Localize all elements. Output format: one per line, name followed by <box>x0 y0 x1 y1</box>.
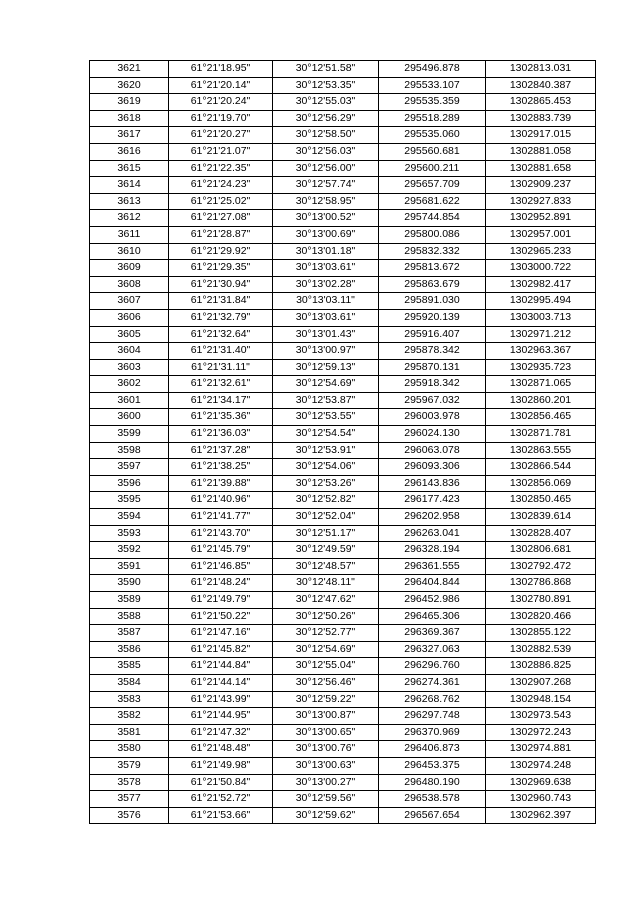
table-row <box>90 127 596 144</box>
table-row <box>90 774 596 791</box>
y-coordinate-cell: 1302882.539 <box>486 641 596 658</box>
point-number-cell: 3591 <box>90 558 169 575</box>
y-coordinate-cell: 1302960.743 <box>486 791 596 808</box>
latitude-cell: 61°21'32.79" <box>169 309 273 326</box>
coordinates-table <box>89 60 596 824</box>
x-coordinate-cell: 295496.878 <box>379 61 486 78</box>
latitude-cell: 61°21'20.27" <box>169 127 273 144</box>
point-number-cell: 3581 <box>90 724 169 741</box>
latitude-cell: 61°21'20.24" <box>169 94 273 111</box>
latitude-cell: 61°21'22.35" <box>169 160 273 177</box>
x-coordinate-cell: 295560.681 <box>379 143 486 160</box>
table-row <box>90 376 596 393</box>
x-coordinate-cell: 295870.131 <box>379 359 486 376</box>
point-number-cell: 3621 <box>90 61 169 78</box>
point-number-cell: 3599 <box>90 426 169 443</box>
point-number-cell: 3585 <box>90 658 169 675</box>
table-row <box>90 575 596 592</box>
point-number-cell: 3594 <box>90 509 169 526</box>
latitude-cell: 61°21'32.61" <box>169 376 273 393</box>
x-coordinate-cell: 296024.130 <box>379 426 486 443</box>
table-row <box>90 741 596 758</box>
table-row <box>90 77 596 94</box>
x-coordinate-cell: 295891.030 <box>379 293 486 310</box>
point-number-cell: 3606 <box>90 309 169 326</box>
table-row <box>90 641 596 658</box>
x-coordinate-cell: 295863.679 <box>379 276 486 293</box>
latitude-cell: 61°21'45.79" <box>169 542 273 559</box>
x-coordinate-cell: 296274.361 <box>379 674 486 691</box>
table-row <box>90 807 596 824</box>
table-row <box>90 492 596 509</box>
table-row <box>90 708 596 725</box>
longitude-cell: 30°12'59.22" <box>273 691 379 708</box>
table-row <box>90 226 596 243</box>
table-row <box>90 359 596 376</box>
x-coordinate-cell: 295535.359 <box>379 94 486 111</box>
longitude-cell: 30°12'53.87" <box>273 392 379 409</box>
longitude-cell: 30°13'01.18" <box>273 243 379 260</box>
latitude-cell: 61°21'45.82" <box>169 641 273 658</box>
point-number-cell: 3597 <box>90 459 169 476</box>
x-coordinate-cell: 295744.854 <box>379 210 486 227</box>
latitude-cell: 61°21'46.85" <box>169 558 273 575</box>
longitude-cell: 30°12'53.26" <box>273 475 379 492</box>
y-coordinate-cell: 1302856.069 <box>486 475 596 492</box>
point-number-cell: 3611 <box>90 226 169 243</box>
longitude-cell: 30°12'48.57" <box>273 558 379 575</box>
x-coordinate-cell: 295800.086 <box>379 226 486 243</box>
table-row <box>90 392 596 409</box>
longitude-cell: 30°12'56.00" <box>273 160 379 177</box>
point-number-cell: 3619 <box>90 94 169 111</box>
x-coordinate-cell: 296296.760 <box>379 658 486 675</box>
x-coordinate-cell: 296406.873 <box>379 741 486 758</box>
latitude-cell: 61°21'25.02" <box>169 193 273 210</box>
longitude-cell: 30°13'03.61" <box>273 260 379 277</box>
longitude-cell: 30°13'00.65" <box>273 724 379 741</box>
longitude-cell: 30°12'53.91" <box>273 442 379 459</box>
point-number-cell: 3588 <box>90 608 169 625</box>
y-coordinate-cell: 1302907.268 <box>486 674 596 691</box>
longitude-cell: 30°13'00.52" <box>273 210 379 227</box>
latitude-cell: 61°21'29.92" <box>169 243 273 260</box>
table-row <box>90 791 596 808</box>
longitude-cell: 30°13'01.43" <box>273 326 379 343</box>
longitude-cell: 30°13'02.28" <box>273 276 379 293</box>
x-coordinate-cell: 296538.578 <box>379 791 486 808</box>
y-coordinate-cell: 1303000.722 <box>486 260 596 277</box>
y-coordinate-cell: 1302963.367 <box>486 343 596 360</box>
y-coordinate-cell: 1302969.638 <box>486 774 596 791</box>
longitude-cell: 30°12'59.56" <box>273 791 379 808</box>
longitude-cell: 30°12'56.29" <box>273 110 379 127</box>
longitude-cell: 30°12'49.59" <box>273 542 379 559</box>
longitude-cell: 30°12'56.03" <box>273 143 379 160</box>
latitude-cell: 61°21'49.79" <box>169 592 273 609</box>
point-number-cell: 3577 <box>90 791 169 808</box>
y-coordinate-cell: 1302965.233 <box>486 243 596 260</box>
table-row <box>90 674 596 691</box>
longitude-cell: 30°13'00.76" <box>273 741 379 758</box>
latitude-cell: 61°21'29.35" <box>169 260 273 277</box>
table-row <box>90 143 596 160</box>
y-coordinate-cell: 1302850.465 <box>486 492 596 509</box>
point-number-cell: 3608 <box>90 276 169 293</box>
latitude-cell: 61°21'28.87" <box>169 226 273 243</box>
latitude-cell: 61°21'47.16" <box>169 625 273 642</box>
longitude-cell: 30°12'54.69" <box>273 376 379 393</box>
y-coordinate-cell: 1302840.387 <box>486 77 596 94</box>
table-row <box>90 608 596 625</box>
latitude-cell: 61°21'44.95" <box>169 708 273 725</box>
y-coordinate-cell: 1302927.833 <box>486 193 596 210</box>
x-coordinate-cell: 296003.978 <box>379 409 486 426</box>
y-coordinate-cell: 1302828.407 <box>486 525 596 542</box>
point-number-cell: 3593 <box>90 525 169 542</box>
table-row <box>90 724 596 741</box>
table-row <box>90 442 596 459</box>
point-number-cell: 3609 <box>90 260 169 277</box>
latitude-cell: 61°21'52.72" <box>169 791 273 808</box>
table-row <box>90 625 596 642</box>
longitude-cell: 30°12'58.50" <box>273 127 379 144</box>
point-number-cell: 3586 <box>90 641 169 658</box>
x-coordinate-cell: 296327.063 <box>379 641 486 658</box>
y-coordinate-cell: 1302973.543 <box>486 708 596 725</box>
longitude-cell: 30°12'48.11" <box>273 575 379 592</box>
y-coordinate-cell: 1302917.015 <box>486 127 596 144</box>
longitude-cell: 30°12'59.62" <box>273 807 379 824</box>
point-number-cell: 3584 <box>90 674 169 691</box>
point-number-cell: 3617 <box>90 127 169 144</box>
table-row <box>90 160 596 177</box>
table-row <box>90 94 596 111</box>
x-coordinate-cell: 296263.041 <box>379 525 486 542</box>
x-coordinate-cell: 295533.107 <box>379 77 486 94</box>
latitude-cell: 61°21'36.03" <box>169 426 273 443</box>
y-coordinate-cell: 1302886.825 <box>486 658 596 675</box>
x-coordinate-cell: 296202.958 <box>379 509 486 526</box>
longitude-cell: 30°13'03.11" <box>273 293 379 310</box>
longitude-cell: 30°13'00.69" <box>273 226 379 243</box>
x-coordinate-cell: 296297.748 <box>379 708 486 725</box>
latitude-cell: 61°21'39.88" <box>169 475 273 492</box>
point-number-cell: 3579 <box>90 757 169 774</box>
latitude-cell: 61°21'43.70" <box>169 525 273 542</box>
point-number-cell: 3583 <box>90 691 169 708</box>
y-coordinate-cell: 1302883.739 <box>486 110 596 127</box>
y-coordinate-cell: 1303003.713 <box>486 309 596 326</box>
table-row <box>90 293 596 310</box>
longitude-cell: 30°13'00.63" <box>273 757 379 774</box>
y-coordinate-cell: 1302972.243 <box>486 724 596 741</box>
latitude-cell: 61°21'43.99" <box>169 691 273 708</box>
point-number-cell: 3620 <box>90 77 169 94</box>
y-coordinate-cell: 1302866.544 <box>486 459 596 476</box>
longitude-cell: 30°12'55.04" <box>273 658 379 675</box>
point-number-cell: 3582 <box>90 708 169 725</box>
table-row <box>90 475 596 492</box>
latitude-cell: 61°21'41.77" <box>169 509 273 526</box>
y-coordinate-cell: 1302957.001 <box>486 226 596 243</box>
x-coordinate-cell: 296328.194 <box>379 542 486 559</box>
latitude-cell: 61°21'21.07" <box>169 143 273 160</box>
x-coordinate-cell: 296370.969 <box>379 724 486 741</box>
x-coordinate-cell: 296480.190 <box>379 774 486 791</box>
table-row <box>90 426 596 443</box>
y-coordinate-cell: 1302792.472 <box>486 558 596 575</box>
latitude-cell: 61°21'49.98" <box>169 757 273 774</box>
y-coordinate-cell: 1302881.058 <box>486 143 596 160</box>
longitude-cell: 30°12'52.04" <box>273 509 379 526</box>
latitude-cell: 61°21'40.96" <box>169 492 273 509</box>
y-coordinate-cell: 1302974.881 <box>486 741 596 758</box>
latitude-cell: 61°21'37.28" <box>169 442 273 459</box>
y-coordinate-cell: 1302948.154 <box>486 691 596 708</box>
latitude-cell: 61°21'44.14" <box>169 674 273 691</box>
x-coordinate-cell: 295657.709 <box>379 177 486 194</box>
x-coordinate-cell: 296404.844 <box>379 575 486 592</box>
latitude-cell: 61°21'50.22" <box>169 608 273 625</box>
longitude-cell: 30°12'53.35" <box>273 77 379 94</box>
coordinates-table-body <box>90 61 596 824</box>
longitude-cell: 30°12'59.13" <box>273 359 379 376</box>
y-coordinate-cell: 1302909.237 <box>486 177 596 194</box>
point-number-cell: 3590 <box>90 575 169 592</box>
x-coordinate-cell: 295600.211 <box>379 160 486 177</box>
longitude-cell: 30°12'52.77" <box>273 625 379 642</box>
latitude-cell: 61°21'20.14" <box>169 77 273 94</box>
table-row <box>90 542 596 559</box>
y-coordinate-cell: 1302952.891 <box>486 210 596 227</box>
latitude-cell: 61°21'47.32" <box>169 724 273 741</box>
point-number-cell: 3607 <box>90 293 169 310</box>
latitude-cell: 61°21'44.84" <box>169 658 273 675</box>
y-coordinate-cell: 1302974.248 <box>486 757 596 774</box>
longitude-cell: 30°13'00.27" <box>273 774 379 791</box>
point-number-cell: 3596 <box>90 475 169 492</box>
point-number-cell: 3600 <box>90 409 169 426</box>
y-coordinate-cell: 1302962.397 <box>486 807 596 824</box>
latitude-cell: 61°21'31.40" <box>169 343 273 360</box>
point-number-cell: 3595 <box>90 492 169 509</box>
y-coordinate-cell: 1302995.494 <box>486 293 596 310</box>
longitude-cell: 30°12'47.62" <box>273 592 379 609</box>
longitude-cell: 30°12'58.95" <box>273 193 379 210</box>
x-coordinate-cell: 295967.032 <box>379 392 486 409</box>
y-coordinate-cell: 1302935.723 <box>486 359 596 376</box>
table-row <box>90 243 596 260</box>
x-coordinate-cell: 295535.060 <box>379 127 486 144</box>
table-row <box>90 326 596 343</box>
table-row <box>90 276 596 293</box>
point-number-cell: 3614 <box>90 177 169 194</box>
table-row <box>90 210 596 227</box>
latitude-cell: 61°21'24.23" <box>169 177 273 194</box>
point-number-cell: 3613 <box>90 193 169 210</box>
y-coordinate-cell: 1302855.122 <box>486 625 596 642</box>
y-coordinate-cell: 1302806.681 <box>486 542 596 559</box>
longitude-cell: 30°12'52.82" <box>273 492 379 509</box>
point-number-cell: 3612 <box>90 210 169 227</box>
longitude-cell: 30°12'54.06" <box>273 459 379 476</box>
table-row <box>90 592 596 609</box>
y-coordinate-cell: 1302839.614 <box>486 509 596 526</box>
x-coordinate-cell: 295916.407 <box>379 326 486 343</box>
table-row <box>90 343 596 360</box>
point-number-cell: 3602 <box>90 376 169 393</box>
latitude-cell: 61°21'31.11" <box>169 359 273 376</box>
table-row <box>90 509 596 526</box>
y-coordinate-cell: 1302865.453 <box>486 94 596 111</box>
x-coordinate-cell: 296369.367 <box>379 625 486 642</box>
longitude-cell: 30°12'50.26" <box>273 608 379 625</box>
y-coordinate-cell: 1302863.555 <box>486 442 596 459</box>
latitude-cell: 61°21'35.36" <box>169 409 273 426</box>
longitude-cell: 30°13'00.97" <box>273 343 379 360</box>
point-number-cell: 3605 <box>90 326 169 343</box>
y-coordinate-cell: 1302786.868 <box>486 575 596 592</box>
x-coordinate-cell: 296567.654 <box>379 807 486 824</box>
y-coordinate-cell: 1302820.466 <box>486 608 596 625</box>
x-coordinate-cell: 295918.342 <box>379 376 486 393</box>
latitude-cell: 61°21'27.08" <box>169 210 273 227</box>
latitude-cell: 61°21'38.25" <box>169 459 273 476</box>
x-coordinate-cell: 296143.836 <box>379 475 486 492</box>
table-row <box>90 193 596 210</box>
latitude-cell: 61°21'18.95" <box>169 61 273 78</box>
table-row <box>90 309 596 326</box>
table-row <box>90 558 596 575</box>
x-coordinate-cell: 296063.078 <box>379 442 486 459</box>
latitude-cell: 61°21'32.64" <box>169 326 273 343</box>
x-coordinate-cell: 295832.332 <box>379 243 486 260</box>
table-row <box>90 757 596 774</box>
latitude-cell: 61°21'34.17" <box>169 392 273 409</box>
point-number-cell: 3598 <box>90 442 169 459</box>
x-coordinate-cell: 295920.139 <box>379 309 486 326</box>
x-coordinate-cell: 295518.289 <box>379 110 486 127</box>
x-coordinate-cell: 296452.986 <box>379 592 486 609</box>
y-coordinate-cell: 1302780.891 <box>486 592 596 609</box>
point-number-cell: 3610 <box>90 243 169 260</box>
table-row <box>90 691 596 708</box>
table-row <box>90 409 596 426</box>
x-coordinate-cell: 295813.672 <box>379 260 486 277</box>
y-coordinate-cell: 1302813.031 <box>486 61 596 78</box>
longitude-cell: 30°13'00.87" <box>273 708 379 725</box>
longitude-cell: 30°12'55.03" <box>273 94 379 111</box>
longitude-cell: 30°12'54.54" <box>273 426 379 443</box>
longitude-cell: 30°12'51.17" <box>273 525 379 542</box>
point-number-cell: 3587 <box>90 625 169 642</box>
longitude-cell: 30°12'54.69" <box>273 641 379 658</box>
y-coordinate-cell: 1302982.417 <box>486 276 596 293</box>
y-coordinate-cell: 1302856.465 <box>486 409 596 426</box>
point-number-cell: 3589 <box>90 592 169 609</box>
x-coordinate-cell: 296361.555 <box>379 558 486 575</box>
latitude-cell: 61°21'19.70" <box>169 110 273 127</box>
latitude-cell: 61°21'48.24" <box>169 575 273 592</box>
point-number-cell: 3603 <box>90 359 169 376</box>
table-row <box>90 177 596 194</box>
latitude-cell: 61°21'50.84" <box>169 774 273 791</box>
point-number-cell: 3601 <box>90 392 169 409</box>
y-coordinate-cell: 1302871.781 <box>486 426 596 443</box>
x-coordinate-cell: 296177.423 <box>379 492 486 509</box>
y-coordinate-cell: 1302860.201 <box>486 392 596 409</box>
longitude-cell: 30°12'57.74" <box>273 177 379 194</box>
point-number-cell: 3615 <box>90 160 169 177</box>
table-row <box>90 110 596 127</box>
point-number-cell: 3580 <box>90 741 169 758</box>
table-row <box>90 525 596 542</box>
longitude-cell: 30°12'51.58" <box>273 61 379 78</box>
latitude-cell: 61°21'30.94" <box>169 276 273 293</box>
table-row <box>90 459 596 476</box>
y-coordinate-cell: 1302971.212 <box>486 326 596 343</box>
x-coordinate-cell: 296093.306 <box>379 459 486 476</box>
point-number-cell: 3616 <box>90 143 169 160</box>
table-row <box>90 658 596 675</box>
latitude-cell: 61°21'31.84" <box>169 293 273 310</box>
table-row <box>90 260 596 277</box>
x-coordinate-cell: 296465.306 <box>379 608 486 625</box>
y-coordinate-cell: 1302871.065 <box>486 376 596 393</box>
point-number-cell: 3576 <box>90 807 169 824</box>
x-coordinate-cell: 296268.762 <box>379 691 486 708</box>
x-coordinate-cell: 296453.375 <box>379 757 486 774</box>
longitude-cell: 30°13'03.61" <box>273 309 379 326</box>
x-coordinate-cell: 295681.622 <box>379 193 486 210</box>
point-number-cell: 3604 <box>90 343 169 360</box>
longitude-cell: 30°12'53.55" <box>273 409 379 426</box>
y-coordinate-cell: 1302881.658 <box>486 160 596 177</box>
point-number-cell: 3618 <box>90 110 169 127</box>
longitude-cell: 30°12'56.46" <box>273 674 379 691</box>
latitude-cell: 61°21'53.66" <box>169 807 273 824</box>
latitude-cell: 61°21'48.48" <box>169 741 273 758</box>
point-number-cell: 3592 <box>90 542 169 559</box>
table-row <box>90 61 596 78</box>
point-number-cell: 3578 <box>90 774 169 791</box>
x-coordinate-cell: 295878.342 <box>379 343 486 360</box>
